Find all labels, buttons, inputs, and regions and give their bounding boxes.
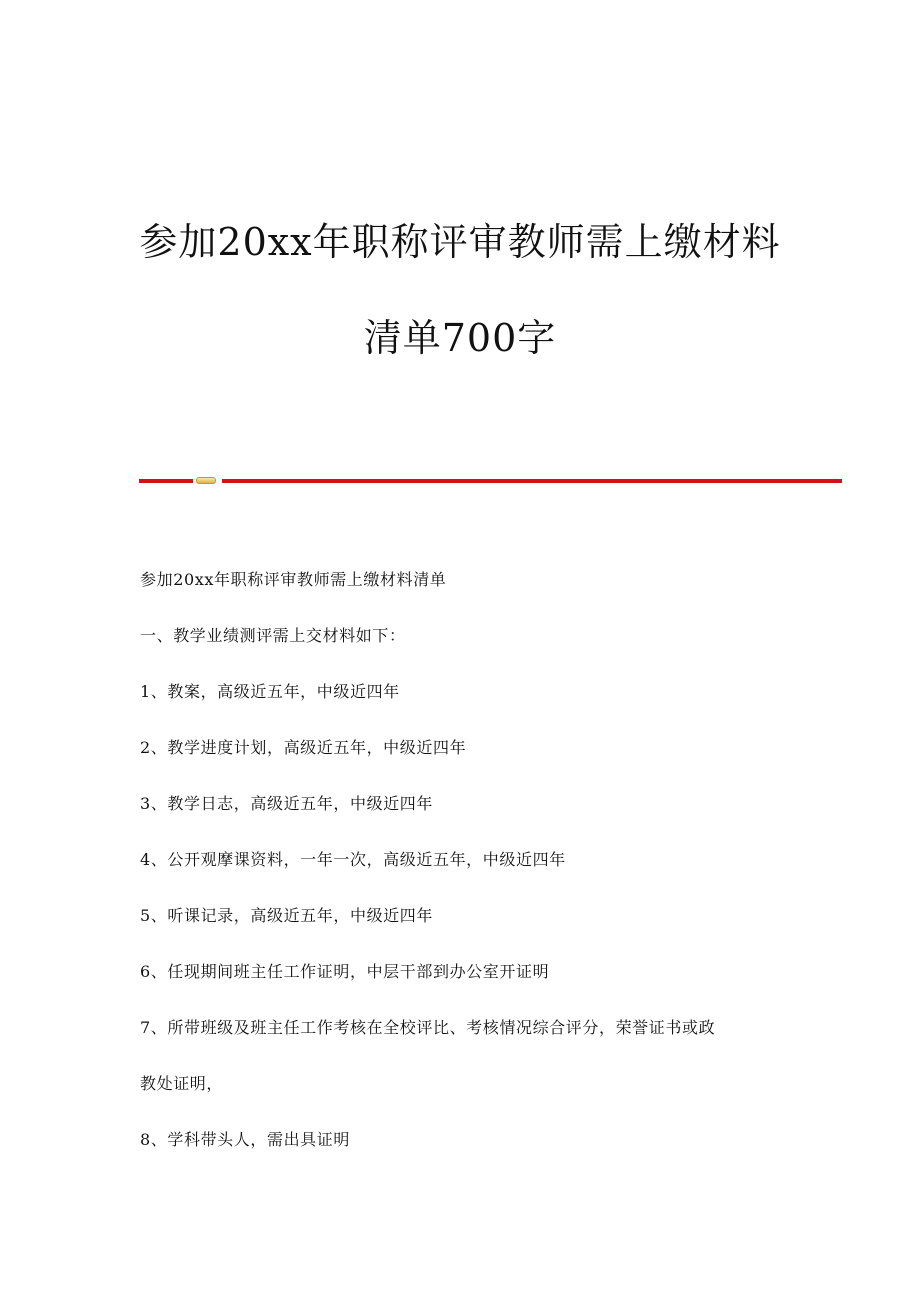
divider-bar-left [139,479,193,483]
list-item-continuation: 教处证明， [140,1074,224,1093]
list-item: 3、教学日志，高级近五年，中级近四年 [140,794,433,813]
section-heading: 一、教学业绩测评需上交材料如下： [140,626,406,645]
list-item: 4、公开观摩课资料，一年一次，高级近五年，中级近四年 [140,850,566,869]
divider-bar-right [222,479,842,483]
page-title-line-1: 参加20xx年职称评审教师需上缴材料 [139,220,781,264]
list-item: 5、听课记录，高级近五年，中级近四年 [140,906,433,925]
list-item: 2、教学进度计划，高级近五年，中级近四年 [140,738,467,757]
title-divider [139,476,842,486]
document-subtitle: 参加20xx年职称评审教师需上缴材料清单 [140,570,447,589]
list-item: 8、学科带头人，需出具证明 [140,1130,350,1149]
list-item: 6、任现期间班主任工作证明，中层干部到办公室开证明 [140,962,550,981]
divider-ornament-icon [196,477,216,484]
page-title-line-2: 清单700字 [363,316,557,360]
list-item: 7、所带班级及班主任工作考核在全校评比、考核情况综合评分，荣誉证书或政 [140,1018,716,1037]
list-item: 1、教案，高级近五年，中级近四年 [140,682,400,701]
